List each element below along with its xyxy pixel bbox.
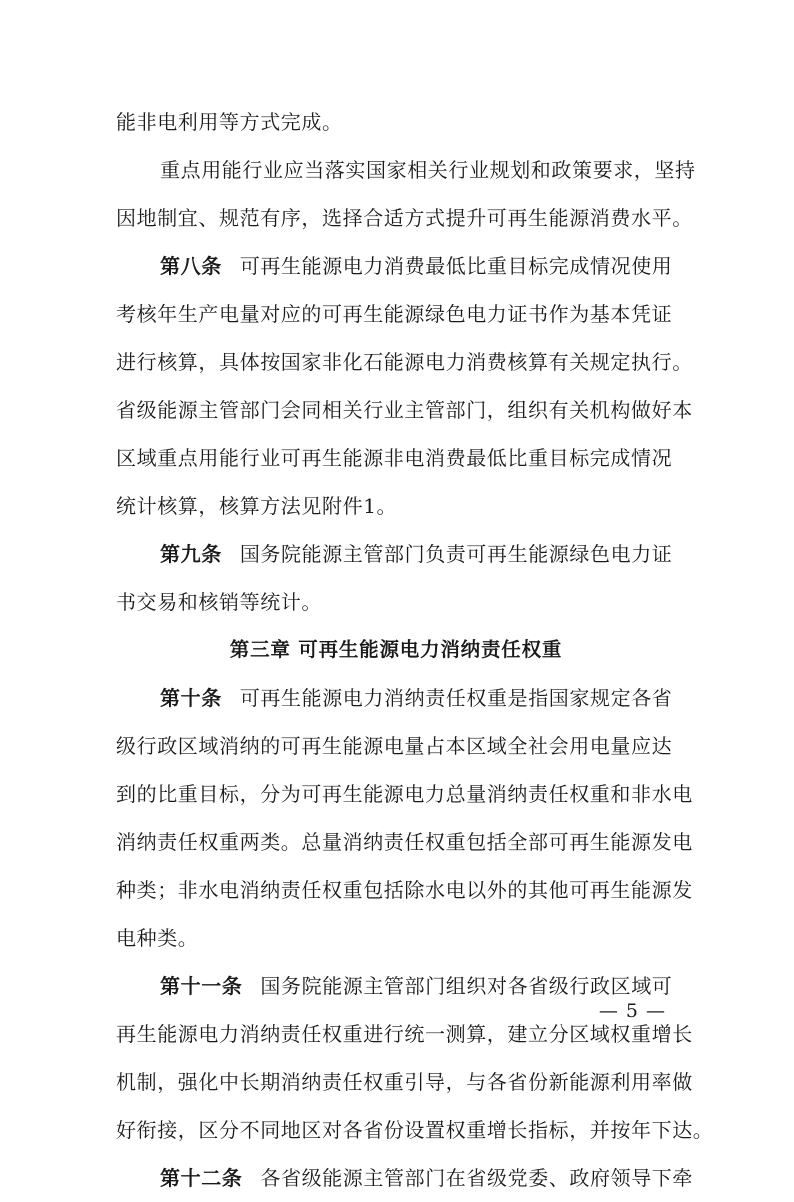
line-text: 级行政区域消纳的可再生能源电量占本区域全社会用电量应达 xyxy=(116,734,673,758)
text-line xyxy=(116,722,676,770)
line-text: 省级能源主管部门会同相关行业主管部门，组织有关机构做好本 xyxy=(116,398,693,422)
text-line xyxy=(116,290,676,338)
text-line xyxy=(116,770,693,818)
line-text: 进行核算，具体按国家非化石能源电力消费核算有关规定执行。 xyxy=(116,350,693,374)
article-label: 第十一条 xyxy=(160,974,243,998)
line-text: 第三章 可再生能源电力消纳责任权重 xyxy=(229,638,563,661)
line-text: 统计核算，核算方法见附件1。 xyxy=(116,494,398,518)
article-label: 第八条 xyxy=(160,254,222,278)
line-text: 区域重点用能行业可再生能源非电消费最低比重目标完成情况 xyxy=(116,446,673,470)
line-text: 因地制宜、规范有序，选择合适方式提升可再生能源消费水平。 xyxy=(116,206,693,230)
text-line xyxy=(116,242,676,290)
line-text: 机制，强化中长期消纳责任权重引导，与各省份新能源利用率做 xyxy=(116,1070,693,1094)
page-number: — 5 — xyxy=(598,1000,666,1022)
line-text: 书交易和核销等统计。 xyxy=(116,590,322,614)
line-text: 重点用能行业应当落实国家相关行业规划和政策要求，坚持 xyxy=(160,158,696,182)
text-line xyxy=(116,482,676,530)
text-line xyxy=(116,386,693,434)
text-line xyxy=(116,146,696,194)
line-text: 能非电利用等方式完成。 xyxy=(116,110,343,134)
text-line xyxy=(116,434,676,482)
line-text: 可再生能源电力消费最低比重目标完成情况使用 xyxy=(239,254,673,278)
line-text: 种类；非水电消纳责任权重包括除水电以外的其他可再生能源发 xyxy=(116,878,693,902)
line-text: 国务院能源主管部门负责可再生能源绿色电力证 xyxy=(239,542,673,566)
text-line xyxy=(116,1106,714,1154)
text-line xyxy=(116,338,693,386)
text-line xyxy=(116,98,676,146)
text-line xyxy=(116,1010,693,1058)
line-text: 电种类。 xyxy=(116,926,199,950)
line-text: 考核年生产电量对应的可再生能源绿色电力证书作为基本凭证 xyxy=(116,302,673,326)
text-line xyxy=(116,530,676,578)
line-text: 各省级能源主管部门在省级党委、政府领导下牵 xyxy=(260,1166,694,1190)
line-text: 国务院能源主管部门组织对各省级行政区域可 xyxy=(260,974,673,998)
line-text: 到的比重目标，分为可再生能源电力总量消纳责任权重和非水电 xyxy=(116,782,693,806)
text-line xyxy=(116,1058,693,1106)
line-text: 好衔接，区分不同地区对各省份设置权重增长指标，并按年下达。 xyxy=(116,1118,714,1142)
text-line xyxy=(116,818,693,866)
article-label: 第十条 xyxy=(160,686,222,710)
text-line xyxy=(116,578,676,626)
text-line xyxy=(116,866,693,914)
text-line xyxy=(116,194,693,242)
text-line xyxy=(116,674,676,722)
article-label: 第十二条 xyxy=(160,1166,243,1190)
text-line xyxy=(116,914,676,962)
body-text xyxy=(116,98,714,1202)
line-text: 可再生能源电力消纳责任权重是指国家规定各省 xyxy=(239,686,673,710)
article-label: 第九条 xyxy=(160,542,222,566)
text-line xyxy=(116,1154,694,1202)
chapter-heading xyxy=(116,626,676,674)
line-text: 消纳责任权重两类。总量消纳责任权重包括全部可再生能源发电 xyxy=(116,830,693,854)
text-line xyxy=(116,962,676,1010)
line-text: 再生能源电力消纳责任权重进行统一测算，建立分区域权重增长 xyxy=(116,1022,693,1046)
